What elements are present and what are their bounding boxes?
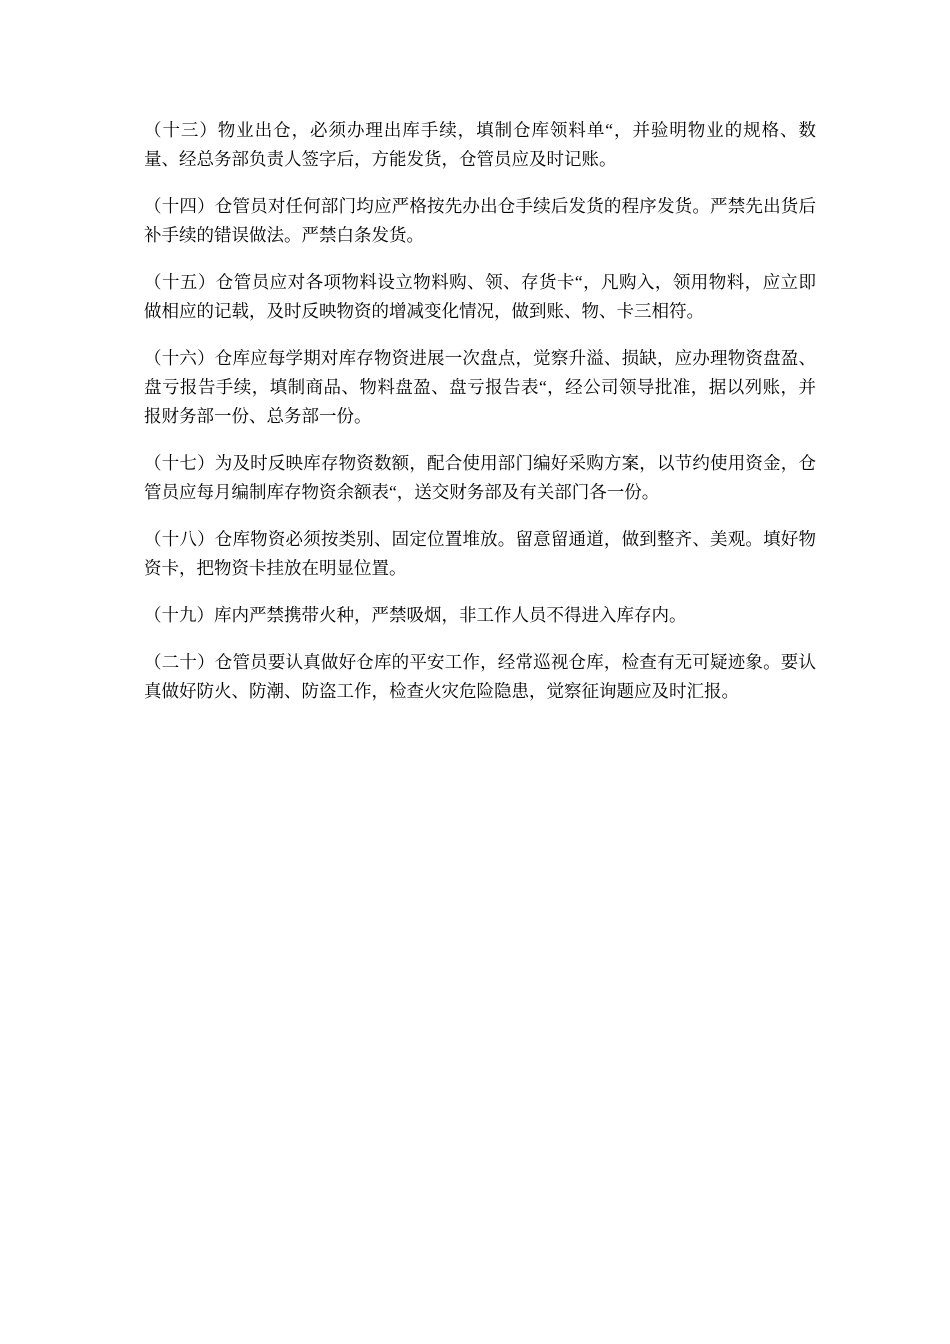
paragraph: （十六）仓库应每学期对库存物资进展一次盘点，觉察升溢、损缺，应办理物资盘盈、盘亏报告手续，填制商品、物料盘盈、盘亏报告表“，经公司领导批准，据以列账，并报财务部一份、总务部一份。 — [144, 348, 816, 426]
paragraph: （十五）仓管员应对各项物料设立物料购、领、存货卡“，凡购入，领用物料，应立即做相应的记载，及时反映物资的增减变化情况，做到账、物、卡三相符。 — [144, 272, 816, 321]
paragraph: （十七）为及时反映库存物资数额，配合使用部门编好采购方案，以节约使用资金，仓管员应每月编制库存物资余额表“，送交财务部及有关部门各一份。 — [144, 453, 816, 502]
paragraph: （十八）仓库物资必须按类别、固定位置堆放。留意留通道，做到整齐、美观。填好物资卡，把物资卡挂放在明显位置。 — [144, 529, 816, 578]
paragraph: （十九）库内严禁携带火种，严禁吸烟，非工作人员不得进入库存内。 — [144, 605, 687, 625]
paragraph: （二十）仓管员要认真做好仓库的平安工作，经常巡视仓库，检查有无可疑迹象。要认真做好防火、防潮、防盗工作，检查火灾危险隐患，觉察征询题应及时汇报。 — [144, 652, 816, 701]
document-body — [144, 116, 816, 724]
paragraph: （十三）物业出仓，必须办理出库手续，填制仓库领料单“，并验明物业的规格、数量、经总务部负责人签字后，方能发货，仓管员应及时记账。 — [144, 120, 816, 169]
paragraph: （十四）仓管员对任何部门均应严格按先办出仓手续后发货的程序发货。严禁先出货后补手续的错误做法。严禁白条发货。 — [144, 196, 816, 245]
